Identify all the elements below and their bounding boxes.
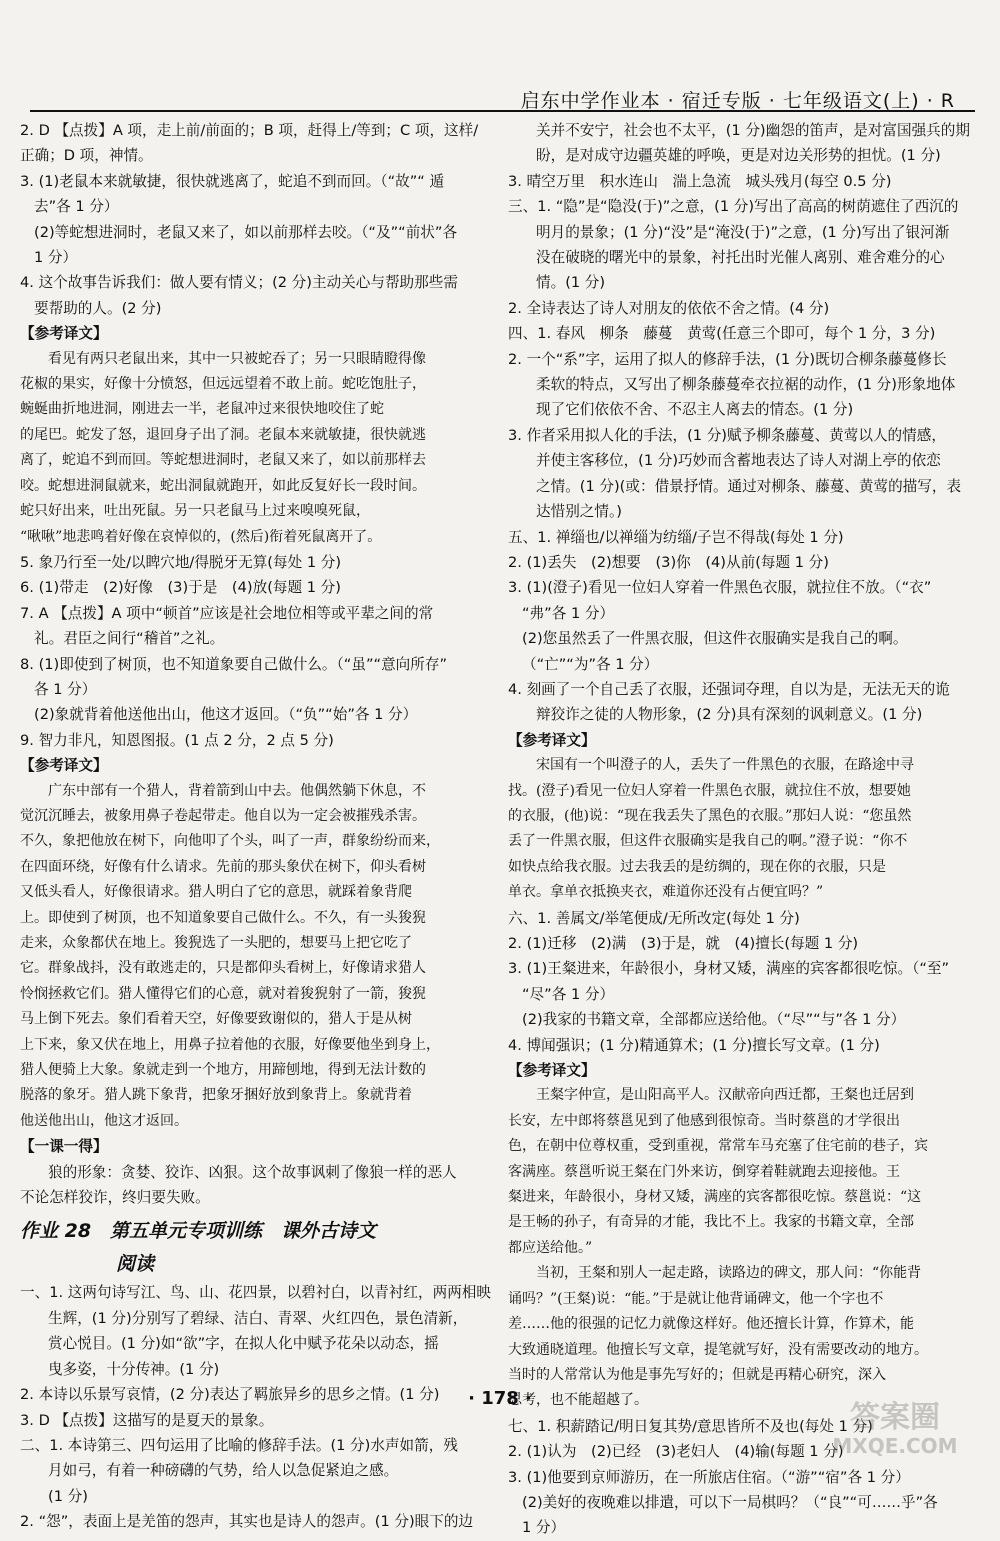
- page-number: · 178 ·: [468, 1388, 532, 1409]
- text-line: 看见有两只老鼠出来，其中一只被蛇吞了；另一只眼睛瞪得像: [48, 350, 426, 367]
- watermark-url: MXQE.COM: [832, 1434, 958, 1458]
- text-line: 2. (1)认为 (2)已经 (3)老妇人 (4)输(每题 1 分): [508, 1443, 844, 1461]
- text-line: 3. 晴空万里 积水连山 湍上急流 城头残月(每空 0.5 分): [508, 172, 892, 190]
- text-line: 赏心悦目。(1 分)如“欲”字，在拟人化中赋予花朵以动态，摇: [48, 1335, 439, 1353]
- text-line: 上下来，象又伏在地上，用鼻子拉着他的衣服，好像要他坐到身上，: [20, 1036, 440, 1053]
- text-line: （“亡”“为”各 1 分）: [522, 655, 659, 673]
- text-line: (2)象就背着他送他出山，他这才返回。（“负”“始”各 1 分）: [34, 706, 418, 724]
- text-line: 6. (1)带走 (2)好像 (3)于是 (4)放(每题 1 分): [20, 579, 341, 597]
- text-line: 长安，左中郎将蔡邕见到了他感到很惊奇。当时蔡邕的才学很出: [508, 1112, 900, 1129]
- text-line: 2. 一个“系”字，运用了拟人的修辞手法，(1 分)既切合柳条藤蔓修长: [508, 350, 947, 368]
- text-line: 作业 28 第五单元专项训练 课外古诗文: [20, 1220, 377, 1243]
- text-line: 差……他的很强的记忆力就像这样好。他还擅长计算，作算术，能: [508, 1316, 914, 1333]
- text-line: 4. 这个故事告诉我们：做人要有情义；(2 分)主动关心与帮助那些需: [20, 274, 458, 292]
- text-line: 3. 作者采用拟人化的手法，(1 分)赋予柳条藤蔓、黄莺以人的情感，: [508, 426, 946, 444]
- text-line: 客满座。蔡邕听说王粲在门外来访，倒穿着鞋就跑去迎接他。王: [508, 1163, 900, 1180]
- text-line: 当时的人常常认为他是事先写好的；但就是再精心研究，深入: [508, 1366, 886, 1383]
- text-line: 1 分）: [34, 249, 78, 267]
- text-line: 广东中部有一个猎人，背着箭到山中去。他偶然躺下休息，不: [48, 782, 426, 799]
- text-line: 宋国有一个叫澄子的人，丢失了一件黑色的衣服，在路途中寻: [536, 757, 914, 774]
- text-line: 当初，王粲和别人一起走路，读路边的碑文，那人问：“你能背: [536, 1265, 922, 1282]
- text-line: 【一课一得】: [20, 1138, 108, 1156]
- text-line: “弗”各 1 分）: [522, 604, 615, 622]
- text-line: 去”各 1 分）: [34, 198, 119, 216]
- text-line: 2. “怨”，表面上是羌笛的怨声，其实也是诗人的怨声。(1 分)眼下的边: [20, 1513, 474, 1531]
- text-line: 它。群象战抖，没有敢逃走的，只是都仰头看树上，好像请求猎人: [20, 960, 426, 977]
- text-line: 2. D 【点拨】A 项，走上前/前面的；B 项，赶得上/等到；C 项，这样/: [20, 122, 479, 139]
- text-line: 阅读: [116, 1253, 155, 1276]
- text-line: 觉沉沉睡去，被象用鼻子卷起带走。他自以为一定会被摧残杀害。: [20, 807, 426, 824]
- text-line: 8. (1)即使到了树顶，也不知道象要自己做什么。（“虽”“意向所存”: [20, 655, 448, 673]
- text-line: 2. 本诗以乐景写哀情，(2 分)表达了羁旅异乡的思乡之情。(1 分): [20, 1386, 440, 1404]
- text-line: 辩狡诈之徒的人物形象，(2 分)具有深刻的讽刺意义。(1 分): [536, 706, 923, 724]
- text-line: 六、1. 善属文/举笔便成/无所改定(每处 1 分): [508, 909, 800, 927]
- text-line: 离了，蛇追不到而回。等蛇想进洞时，老鼠又来了，如以前那样去: [20, 452, 426, 469]
- text-line: 2. (1)丢失 (2)想要 (3)你 (4)从前(每题 1 分): [508, 553, 829, 571]
- text-line: 思考，也不能超越了。: [508, 1392, 648, 1409]
- text-line: 的衣服，(他)说：“现在我丢失了黑色的衣服。”那妇人说：“您虽然: [508, 807, 912, 824]
- text-line: 3. (1)他要到京师游历，在一所旅店住宿。（“游”“宿”各 1 分）: [508, 1468, 910, 1486]
- text-line: 并使主客移位，(1 分)巧妙而含蓄地表达了诗人对湖上亭的依恋: [536, 452, 941, 470]
- text-line: 马上倒下死去。象们看着天空，好像要致谢似的，猎人于是从树: [20, 1011, 412, 1028]
- text-line: 三、1. “隐”是“隐没(于)”之意，(1 分)写出了高高的树荫遮住了西沉的: [508, 198, 959, 216]
- text-line: 粲进来，年龄很小，身材又矮，满座的宾客都很吃惊。蔡邕说：“这: [508, 1189, 922, 1206]
- text-line: 他送他出山，他这才返回。: [20, 1112, 188, 1129]
- text-line: 上。即使到了树顶，也不知道象要自己做什么。不久，有一头狻猊: [20, 909, 426, 926]
- text-line: 各 1 分）: [34, 680, 97, 698]
- header-rule: [30, 110, 975, 112]
- text-line: 3. (1)王粲进来，年龄很小，身材又矮，满座的宾客都很吃惊。（“至”: [508, 960, 950, 978]
- text-line: 找。(澄子)看见一位妇人穿着一件黑色衣服，就拉住不放，想要她: [508, 782, 911, 799]
- text-line: 正确；D 项，神情。: [20, 147, 153, 165]
- text-line: 礼。君臣之间行“稽首”之礼。: [34, 630, 225, 648]
- text-line: 脱落的象牙。猎人跳下象背，把象牙捆好放到象背上。象就背着: [20, 1087, 412, 1104]
- text-line: “啾啾”地悲鸣着好像在哀悼似的，(然后)衔着死鼠离开了。: [20, 528, 382, 545]
- text-line: 2. 全诗表达了诗人对朋友的依依不舍之情。(4 分): [508, 299, 830, 317]
- text-line: 之情。(1 分)(或：借景抒情。通过对柳条、藤蔓、黄莺的描写，表: [536, 477, 962, 495]
- text-line: 没在破晓的曙光中的景象，衬托出时光催人离别、难舍难分的心: [536, 249, 945, 267]
- text-line: 【参考译文】: [20, 757, 108, 775]
- text-line: 走来，众象都伏在地上。狻猊选了一头肥的，想要马上把它吃了: [20, 935, 412, 951]
- text-line: 4. 博闻强识；(1 分)精通算术；(1 分)擅长写文章。(1 分): [508, 1036, 880, 1054]
- text-line: 蜿蜒曲折地进洞，刚进去一半，老鼠冲过来很快地咬住了蛇: [20, 401, 384, 418]
- text-line: 情。(1 分): [536, 274, 606, 292]
- text-line: (2)等蛇想进洞时，老鼠又来了，如以前那样去咬。（“及”“前状”各: [34, 223, 458, 241]
- text-line: 丢了一件黑衣服，但这件衣服确实是我自己的啊。”澄子说：“你不: [508, 833, 908, 850]
- text-line: 3. (1)老鼠本来就敏捷，很快就逃离了，蛇追不到而回。（“故”“ 遁: [20, 172, 445, 190]
- text-line: 色，在朝中位尊权重，受到重视，常常车马充塞了住宅前的巷子，宾: [508, 1138, 928, 1155]
- text-line: 关并不安宁，社会也不太平，(1 分)幽怨的笛声，是对富国强兵的期: [536, 122, 970, 139]
- text-line: 在四面环绕，好像有什么请求。先前的那头象伏在树下，仰头看树: [20, 858, 426, 875]
- text-line: 如快点给我衣服。过去我丢的是纺绸的，现在你的衣服，只是: [508, 858, 886, 875]
- text-line: (2)您虽然丢了一件黑衣服，但这件衣服确实是我自己的啊。: [522, 630, 908, 648]
- text-line: 要帮助的人。(2 分): [34, 299, 162, 317]
- text-line: 达惜别之情。): [536, 503, 622, 521]
- text-line: 诵吗？”(王粲)说：“能。”于是就让他背诵碑文，他一个字也不: [508, 1290, 884, 1307]
- text-line: 咬。蛇想进洞鼠就来，蛇出洞鼠就跑开，如此反复好长一段时间。: [20, 477, 426, 494]
- text-line: 【参考译文】: [508, 1062, 596, 1080]
- text-line: (2)我家的书籍文章，全部都应送给他。（“尽”“与”各 1 分）: [522, 1011, 906, 1029]
- text-line: 【参考译文】: [508, 731, 596, 749]
- text-line: “尽”各 1 分）: [522, 985, 615, 1003]
- text-line: 都应送给他。”: [508, 1239, 593, 1256]
- watermark-logo: [810, 1391, 980, 1459]
- text-line: 又低头看人，好像很请求。猎人明白了它的意思，就踩着象背爬: [20, 884, 412, 901]
- text-line: 的尾巴。蛇发了怒，退回身子出了洞。老鼠本来就敏捷，很快就逃: [20, 426, 426, 443]
- text-line: 单衣。拿单衣抵换夹衣，难道你还没有占便宜吗？”: [508, 884, 824, 901]
- text-line: 月如弓，有着一种磅礴的气势，给人以急促紧迫之感。: [48, 1462, 399, 1480]
- text-line: 是王畅的孙子，有奇异的才能，我比不上。我家的书籍文章，全部: [508, 1214, 914, 1231]
- text-line: 2. (1)迁移 (2)满 (3)于是，就 (4)擅长(每题 1 分): [508, 935, 859, 952]
- watermark-text: 答案圈: [850, 1400, 940, 1435]
- header-title: 启东中学作业本 · 宿迁专版 · 七年级语文(上) · R: [520, 90, 955, 112]
- text-line: 四、1. 春风 柳条 藤蔓 黄莺(任意三个即可，每个 1 分，3 分): [508, 325, 936, 343]
- text-line: 狼的形象：贪婪、狡诈、凶狠。这个故事讽刺了像狼一样的恶人: [48, 1163, 457, 1181]
- text-line: 9. 智力非凡，知恩图报。(1 点 2 分，2 点 5 分): [20, 731, 334, 749]
- text-line: 不久，象把他放在树下，向他叩了个头，叫了一声，群象纷纷而来，: [20, 833, 440, 850]
- text-line: 花椒的果实，好像十分愤怒，但远远望着不敢上前。蛇吃饱肚子，: [20, 376, 426, 393]
- text-line: 王粲字仲宣，是山阳高平人。汉献帝向西迁都，王粲也迁居到: [536, 1087, 914, 1104]
- text-line: 蛇只好出来，吐出死鼠。另一只老鼠马上过来嗅嗅死鼠，: [20, 503, 370, 520]
- text-line: 曳多姿，十分传神。(1 分): [48, 1360, 220, 1378]
- text-line: 不论怎样狡诈，终归要失败。: [20, 1189, 210, 1207]
- right-column: [508, 118, 983, 1541]
- text-line: 【参考译文】: [20, 325, 108, 343]
- text-line: 猎人便骑上大象。象就走到一个地方，用蹄刨地，得到无法计数的: [20, 1062, 426, 1079]
- text-line: 二、1. 本诗第三、四句运用了比喻的修辞手法。(1 分)水声如箭，残: [20, 1436, 458, 1454]
- text-line: (2)美好的夜晚难以排遣，可以下一局棋吗？（“良”“可……乎”各: [522, 1493, 938, 1511]
- text-line: 3. D 【点拨】这描写的是夏天的景象。: [20, 1411, 274, 1429]
- text-line: 七、1. 积薪踏记/明日复其势/意思皆所不及也(每处 1 分): [508, 1417, 873, 1435]
- page-header: [30, 86, 975, 112]
- text-line: 3. (1)(澄子)看见一位妇人穿着一件黑色衣服，就拉住不放。（“衣”: [508, 579, 932, 597]
- text-line: 5. 象乃行至一处/以睥穴地/得脱牙无算(每处 1 分): [20, 553, 342, 571]
- text-line: 柔软的特点，又写出了柳条藤蔓牵衣拉裾的动作，(1 分)形象地体: [536, 376, 956, 394]
- text-line: (1 分): [48, 1487, 88, 1505]
- text-line: 7. A 【点拨】A 项中“顿首”应该是社会地位相等或平辈之间的常: [20, 604, 434, 622]
- text-line: 现了它们依依不舍、不忍主人离去的情态。(1 分): [536, 401, 854, 419]
- text-line: 生辉，(1 分)分别写了碧绿、洁白、青翠、火红四色，景色清新，: [48, 1309, 468, 1327]
- text-line: 五、1. 禅缁也/以禅缁为纺缁/子岂不得哉(每处 1 分): [508, 528, 844, 546]
- text-line: 4. 刻画了一个自己丢了衣服，还强词夺理，自以为是，无法无天的诡: [508, 680, 950, 698]
- text-line: 大致通晓道理。他擅长写文章，提笔就写好，没有需要改动的地方。: [508, 1341, 928, 1358]
- text-line: 1 分）: [522, 1519, 566, 1537]
- text-line: 明月的景象；(1 分)“没”是“淹没(于)”之意，(1 分)写出了银河渐: [536, 223, 950, 241]
- text-line: 怜悯拯救它们。猎人懂得它们的心意，就对着狻猊射了一箭，狻猊: [20, 985, 426, 1002]
- text-line: 一、1. 这两句诗写江、鸟、山、花四景，以碧衬白，以青衬红，两两相映: [20, 1284, 491, 1302]
- left-column: [20, 118, 498, 1535]
- text-line: 盼，是对成守边疆英雄的呼唤，更是对边关形势的担忧。(1 分): [536, 147, 941, 165]
